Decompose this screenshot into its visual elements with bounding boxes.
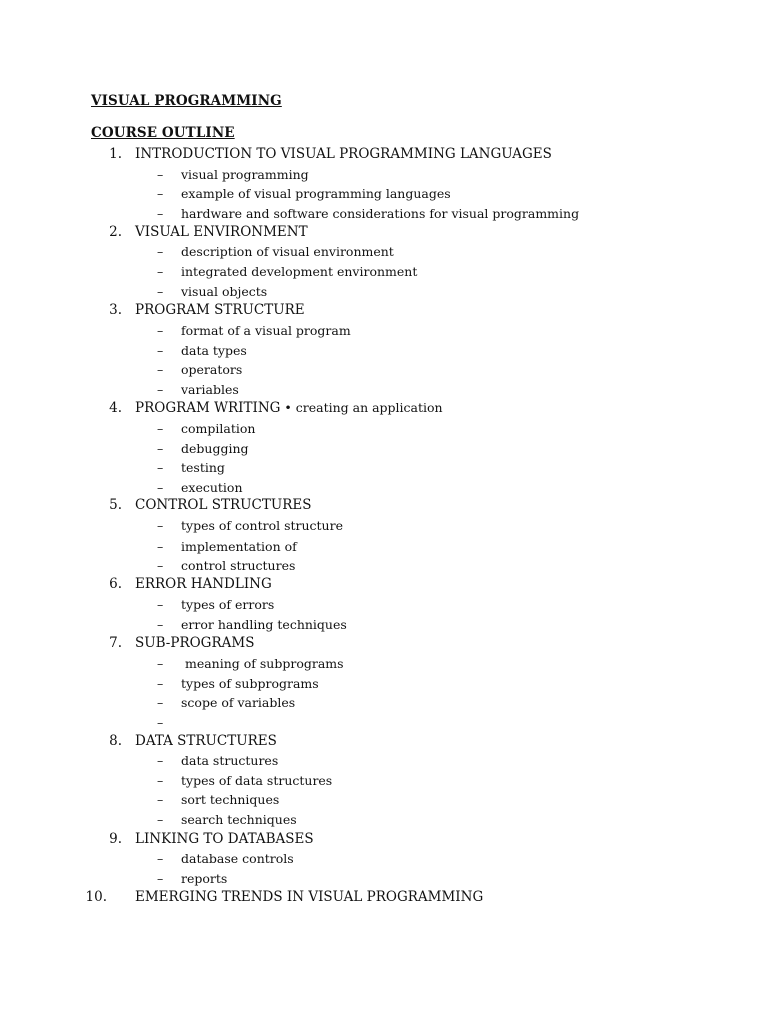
bullet-dash-icon: – [157, 206, 164, 221]
section-title-text: ERROR HANDLING [135, 576, 272, 592]
bullet-dash-icon: – [157, 264, 164, 279]
list-item: meaning of subprograms [181, 656, 344, 671]
bullet-dash-icon: – [157, 441, 164, 456]
bullet-dash-icon: – [157, 539, 164, 554]
bullet-dash-icon: – [157, 597, 164, 612]
section-number: 9. [109, 831, 122, 847]
bullet-dash-icon: – [157, 695, 164, 710]
bullet-dash-icon: – [157, 753, 164, 768]
section-title [135, 302, 305, 318]
section-title [135, 831, 314, 847]
list-item: types of control structure [181, 518, 343, 533]
bullet-dash-icon: – [157, 244, 164, 259]
section-title [135, 635, 254, 651]
bullet-dash-icon: – [157, 871, 164, 886]
list-item: format of a visual program [181, 323, 351, 338]
list-item: operators [181, 362, 243, 377]
list-item: data types [181, 343, 247, 358]
section-title [135, 497, 311, 513]
section-title-text: PROGRAM STRUCTURE [135, 302, 305, 318]
section-title-text: PROGRAM WRITING [135, 400, 281, 416]
list-item: integrated development environment [181, 264, 418, 279]
section-title-inline-item: • creating an application [280, 400, 443, 415]
section-title-text: VISUAL ENVIRONMENT [135, 224, 308, 240]
section-number: 8. [109, 733, 122, 749]
list-item: reports [181, 871, 228, 886]
section-number: 10. [85, 889, 107, 905]
bullet-dash-icon: – [157, 480, 164, 495]
list-item: compilation [181, 421, 256, 436]
section-number: 1. [109, 146, 122, 162]
list-item: testing [181, 460, 225, 475]
bullet-dash-icon: – [157, 460, 164, 475]
bullet-dash-icon: – [157, 186, 164, 201]
section-title [135, 146, 552, 162]
list-item: control structures [181, 558, 296, 573]
list-item: visual programming [181, 167, 309, 182]
list-item: example of visual programming languages [181, 186, 451, 201]
list-item: visual objects [181, 284, 268, 299]
bullet-dash-icon: – [157, 792, 164, 807]
list-item: scope of variables [181, 695, 296, 710]
bullet-dash-icon: – [157, 676, 164, 691]
bullet-dash-icon: – [157, 421, 164, 436]
bullet-dash-icon: – [157, 656, 164, 671]
list-item: types of subprograms [181, 676, 319, 691]
list-item: execution [181, 480, 243, 495]
section-number: 5. [109, 497, 122, 513]
bullet-dash-icon: – [157, 617, 164, 632]
bullet-dash-icon: – [157, 518, 164, 533]
list-item: search techniques [181, 812, 297, 827]
list-item: debugging [181, 441, 249, 456]
list-item: implementation of [181, 539, 297, 554]
bullet-dash-icon: – [157, 382, 164, 397]
section-title [135, 576, 272, 592]
course-outline-heading: COURSE OUTLINE [91, 125, 235, 141]
list-item: types of errors [181, 597, 275, 612]
list-item: description of visual environment [181, 244, 394, 259]
list-item: sort techniques [181, 792, 280, 807]
section-number: 6. [109, 576, 122, 592]
bullet-dash-icon: – [157, 558, 164, 573]
section-title [135, 400, 443, 416]
list-item: hardware and software considerations for visual programming [181, 206, 580, 221]
section-title-text: CONTROL STRUCTURES [135, 497, 312, 513]
section-title-text: INTRODUCTION TO VISUAL PROGRAMMING LANGUAGES [135, 146, 552, 162]
bullet-dash-icon: – [157, 167, 164, 182]
bullet-dash-icon: – [157, 343, 164, 358]
list-item: database controls [181, 851, 294, 866]
list-item: types of data structures [181, 773, 333, 788]
section-title-text: LINKING TO DATABASES [135, 831, 314, 847]
bullet-dash-icon: – [157, 773, 164, 788]
section-title [135, 889, 483, 905]
section-title-text: SUB-PROGRAMS [135, 635, 255, 651]
section-title [135, 224, 308, 240]
section-title-text: DATA STRUCTURES [135, 733, 277, 749]
bullet-dash-icon: – [157, 323, 164, 338]
section-title [135, 733, 277, 749]
section-title-text: EMERGING TRENDS IN VISUAL PROGRAMMING [135, 889, 484, 905]
section-number: 2. [109, 224, 122, 240]
bullet-dash-icon: – [157, 812, 164, 827]
section-number: 4. [109, 400, 122, 416]
section-number: 3. [109, 302, 122, 318]
list-item: data structures [181, 753, 279, 768]
list-item: variables [181, 382, 239, 397]
section-number: 7. [109, 635, 122, 651]
bullet-dash-icon: – [157, 362, 164, 377]
bullet-dash-icon: – [157, 851, 164, 866]
bullet-dash-icon: – [157, 284, 164, 299]
bullet-dash-icon: – [157, 715, 164, 730]
list-item: error handling techniques [181, 617, 347, 632]
document-title: VISUAL PROGRAMMING [91, 93, 282, 109]
